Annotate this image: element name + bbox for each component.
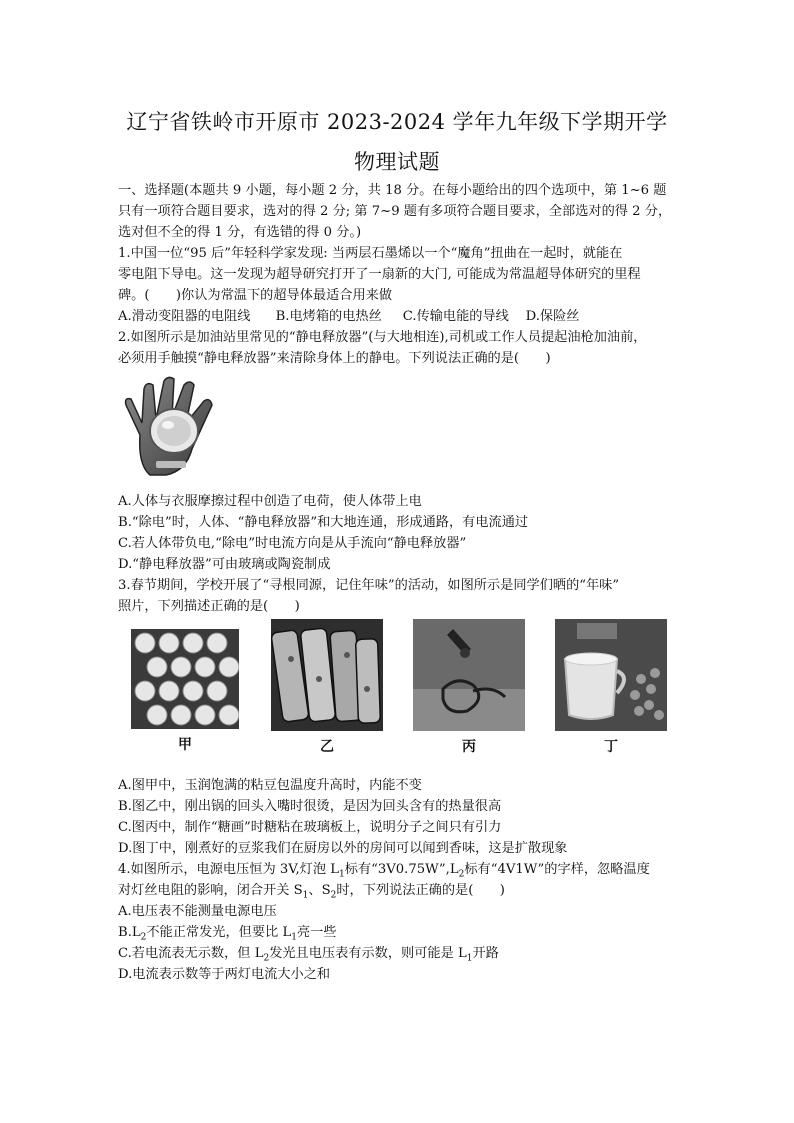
exam-title: 辽宁省铁岭市开原市 2023-2024 学年九年级下学期开学 bbox=[126, 110, 668, 134]
q4-option-part: C.若电流表无示数，但 L bbox=[118, 946, 264, 961]
soy-milk-photo-icon bbox=[555, 619, 667, 731]
q1-stem: 零电阻下导电。这一发现为超导研究打开了一扇新的大门, 可能成为常温超导体研究的里程 bbox=[118, 267, 641, 282]
q2-option-c: C.若人体带负电,“除电”时电流方向是从手流向“静电释放器” bbox=[118, 536, 467, 551]
q3-option-d: D.图丁中，刚煮好的豆浆我们在厨房以外的房间可以闻到香味，这是扩散现象 bbox=[118, 841, 568, 856]
subscript: 2 bbox=[140, 932, 147, 943]
sugar-painting-photo-icon bbox=[413, 619, 525, 731]
q2-option-b: B.“除电”时，人体、“静电释放器”和大地连通，形成通路，有电流通过 bbox=[118, 515, 529, 530]
q4-stem-part: 标有“4V1W”的字样，忽略温度 bbox=[464, 862, 650, 877]
q4-option-c bbox=[118, 943, 688, 964]
q3-option-b: B.图乙中，刚出锅的回头入嘴时很烫，是因为回头含有的热量很高 bbox=[118, 799, 502, 814]
q3-option-c: C.图丙中，制作“糖画”时糖粘在玻璃板上，说明分子之间只有引力 bbox=[118, 820, 502, 835]
subscript: 2 bbox=[458, 869, 465, 880]
caption-bing: 丙 bbox=[462, 739, 476, 755]
fried-pastry-photo-icon bbox=[271, 619, 383, 731]
q4-stem-part: 对灯丝电阻的影响，闭合开关 S bbox=[118, 883, 303, 898]
q1-option-a: A.滑动变阻器的电阻线 bbox=[118, 309, 251, 324]
static-discharger-figure bbox=[120, 375, 230, 485]
q3-stem: 照片，下列描述正确的是( ) bbox=[118, 599, 300, 614]
q1-option-c: C.传输电能的导线 bbox=[402, 309, 509, 324]
q3-option-a: A.图甲中，玉润饱满的粘豆包温度升高时，内能不变 bbox=[118, 778, 422, 793]
section-instruction: 只有一项符合题目要求，选对的得 2 分; 第 7~9 题有多项符合题目要求，全部选对的得 2 分， bbox=[118, 204, 672, 219]
q1-options bbox=[118, 306, 688, 327]
photo-yi bbox=[260, 619, 394, 769]
q4-option-part: 开路 bbox=[472, 946, 499, 961]
q2-stem: 2.如图所示是加油站里常见的“静电释放器”(与大地相连),司机或工作人员提起油枪加油前， bbox=[118, 330, 647, 345]
q4-stem-part: 、S bbox=[308, 883, 331, 898]
hand-plate-icon bbox=[120, 375, 230, 485]
q4-stem bbox=[118, 880, 688, 901]
q4-option-part: B.L bbox=[118, 925, 141, 940]
photo-bing bbox=[402, 619, 536, 769]
q3-stem: 3.春节期间，学校开展了“寻根同源，记住年味”的活动，如图所示是同学们晒的“年味” bbox=[118, 578, 620, 593]
q1-stem: 1.中国一位“95 后”年轻科学家发现: 当两层石墨烯以一个“魔角”扭曲在一起时，就能在 bbox=[118, 246, 623, 261]
q2-option-a: A.人体与衣服摩擦过程中创造了电荷，使人体带上电 bbox=[118, 494, 422, 509]
caption-yi: 乙 bbox=[320, 739, 334, 755]
section-instruction: 选对但不全的得 1 分，有选错的得 0 分。) bbox=[118, 225, 362, 240]
subscript: 2 bbox=[263, 953, 270, 964]
q2-stem: 必须用手触摸“静电释放器”来清除身体上的静电。下列说法正确的是( ) bbox=[118, 351, 551, 366]
q1-stem: 碑。( )你认为常温下的超导体最适合用来做 bbox=[118, 288, 393, 303]
subscript: 1 bbox=[338, 869, 345, 880]
q4-option-part: 亮一些 bbox=[296, 925, 337, 940]
q4-stem bbox=[118, 859, 688, 880]
q4-stem-part: 4.如图所示，电源电压恒为 3V,灯泡 L bbox=[118, 862, 339, 877]
q4-option-part: 发光且电压表有示数，则可能是 L bbox=[269, 946, 467, 961]
q1-option-b: B.电烤箱的电热丝 bbox=[275, 309, 382, 324]
photo-jia bbox=[118, 619, 252, 769]
q4-stem-part: 标有“3V0.75W”,L bbox=[344, 862, 459, 877]
q4-option-b bbox=[118, 922, 688, 943]
q3-photo-row bbox=[118, 619, 688, 769]
subscript: 1 bbox=[302, 890, 309, 901]
q4-option-d: D.电流表示数等于两灯电流大小之和 bbox=[118, 967, 331, 982]
subscript: 1 bbox=[291, 932, 297, 943]
question-body bbox=[118, 180, 688, 985]
q2-option-d: D.“静电释放器”可由玻璃或陶瓷制成 bbox=[118, 557, 331, 572]
q4-stem-part: 时，下列说法正确的是( ) bbox=[336, 883, 505, 898]
subscript: 1 bbox=[466, 953, 473, 964]
subscript: 2 bbox=[330, 890, 337, 901]
caption-ding: 丁 bbox=[604, 739, 618, 755]
q4-option-a: A.电压表不能测量电源电压 bbox=[118, 904, 277, 919]
section-instruction: 一、选择题(本题共 9 小题，每小题 2 分，共 18 分。在每小题给出的四个选项中，第 1~6 题 bbox=[118, 183, 667, 198]
q1-option-d: D.保险丝 bbox=[525, 309, 580, 324]
exam-subject: 物理试题 bbox=[354, 150, 440, 174]
photo-ding bbox=[544, 619, 678, 769]
sticky-buns-photo-icon bbox=[131, 629, 239, 729]
caption-jia: 甲 bbox=[178, 737, 192, 753]
q4-option-part: 不能正常发光，但要比 L bbox=[146, 925, 292, 940]
